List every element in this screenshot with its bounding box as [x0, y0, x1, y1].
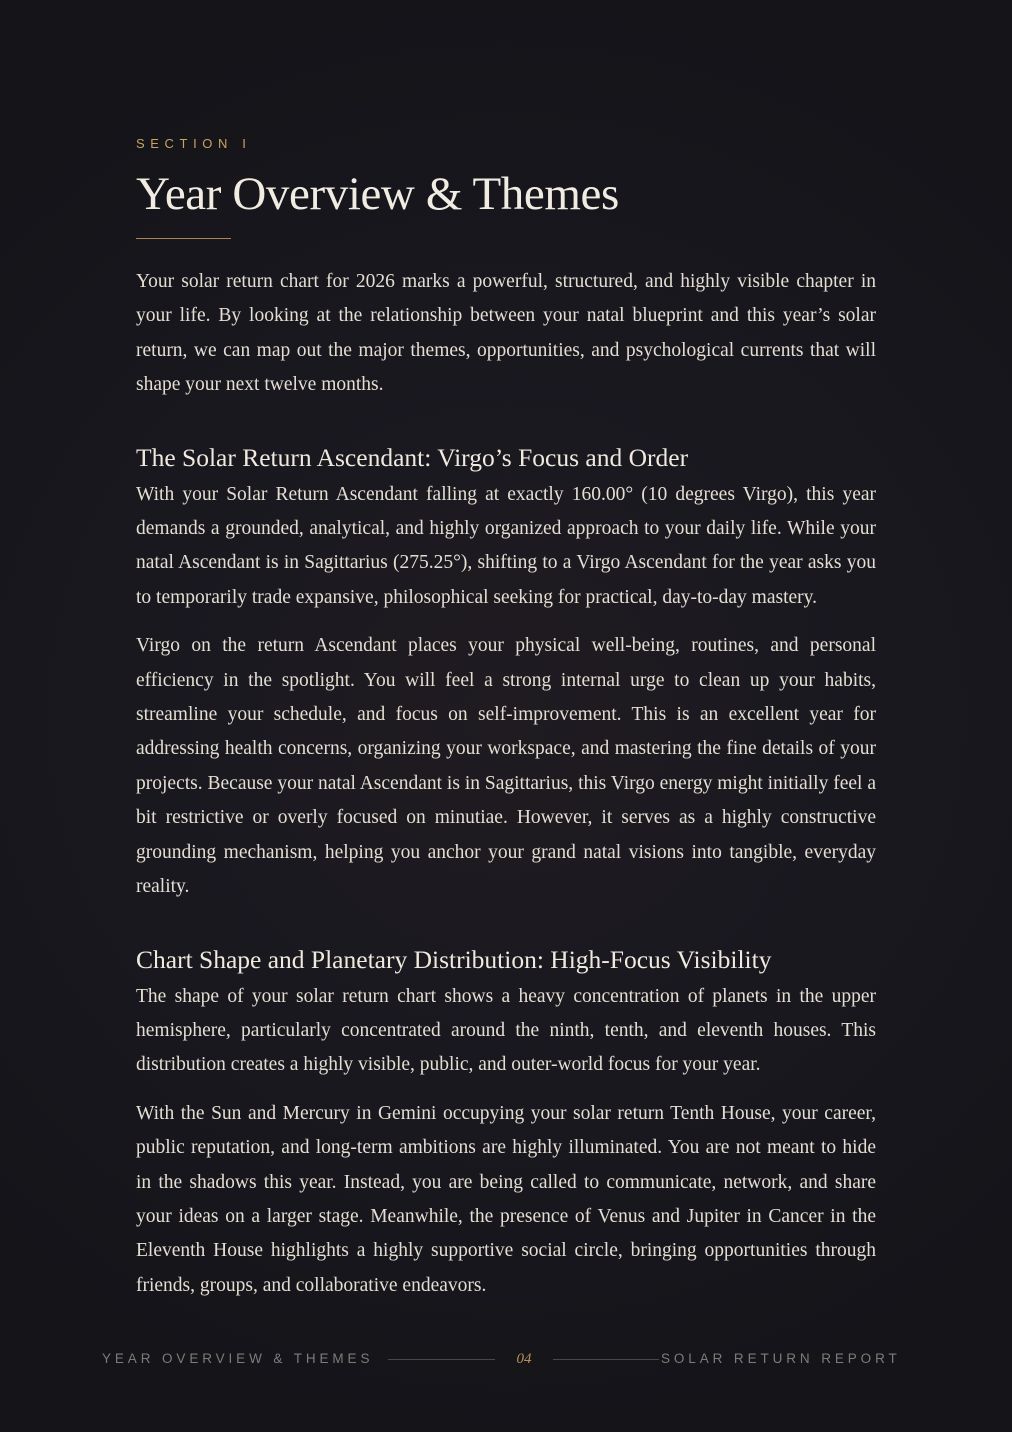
chart-shape-paragraph-2: With the Sun and Mercury in Gemini occupying your solar return Tenth House, your career, public reputation, and long-term ambitions are highly illuminated. You are not meant to hide in the shadows this year. Instead, you are being called to communicate, network, and share your ideas on a larger stage. Meanwhile, the presence of Venus and Jupiter in Cancer in the Eleventh House highlights a highly supportive social circle, bringing opportunities through friends, groups, and collaborative endeavors.	[136, 1102, 876, 1296]
page-footer	[0, 1350, 1012, 1370]
page-title: Year Overview & Themes	[136, 168, 619, 220]
main-content	[136, 134, 876, 1303]
footer-report-title: SOLAR RETURN REPORT	[661, 1351, 901, 1366]
section-eyebrow: SECTION I	[136, 136, 252, 151]
footer-divider-right	[553, 1359, 659, 1360]
chart-shape-paragraph-1: The shape of your solar return chart shows a heavy concentration of planets in the upper hemisphere, particularly concentrated around the ninth, tenth, and eleventh houses. This distribution creates a highly visible, public, and outer-world focus for your year.	[136, 985, 876, 1076]
section-heading-chart-shape: Chart Shape and Planetary Distribution: High-Focus Visibility	[136, 944, 772, 974]
ascendant-paragraph-2: Virgo on the return Ascendant places your physical well-being, routines, and personal efficiency in the spotlight. You will feel a strong internal urge to clean up your habits, streamline your schedule, and focus on self-improvement. This is an excellent year for addressing health concerns, organizing your workspace, and mastering the fine details of your projects. Because your natal Ascendant is in Sagittarius, this Virgo energy might initially feel a bit restrictive or overly focused on minutiae. However, it serves as a highly constructive grounding mechanism, helping you anchor your grand natal visions into tangible, everyday reality.	[136, 635, 876, 898]
intro-paragraph: Your solar return chart for 2026 marks a powerful, structured, and highly visible chapter in your life. By looking at the relationship between your natal blueprint and this year’s solar return, we can map out the major themes, opportunities, and psychological currents that will shape your next twelve months.	[136, 271, 876, 396]
page-number: 04	[516, 1351, 532, 1367]
ascendant-paragraph-1: With your Solar Return Ascendant falling at exactly 160.00° (10 degrees Virgo), this year demands a grounded, analytical, and highly organized approach to your daily life. While your natal Ascendant is in Sagittarius (275.25°), shifting to a Virgo Ascendant for the year asks you to temporarily trade expansive, philosophical seeking for practical, day-to-day mastery.	[136, 483, 876, 608]
footer-divider-left	[388, 1359, 495, 1360]
section-heading-ascendant: The Solar Return Ascendant: Virgo’s Focus and Order	[136, 442, 689, 472]
footer-section-title: YEAR OVERVIEW & THEMES	[102, 1351, 374, 1366]
title-underline	[136, 238, 231, 239]
